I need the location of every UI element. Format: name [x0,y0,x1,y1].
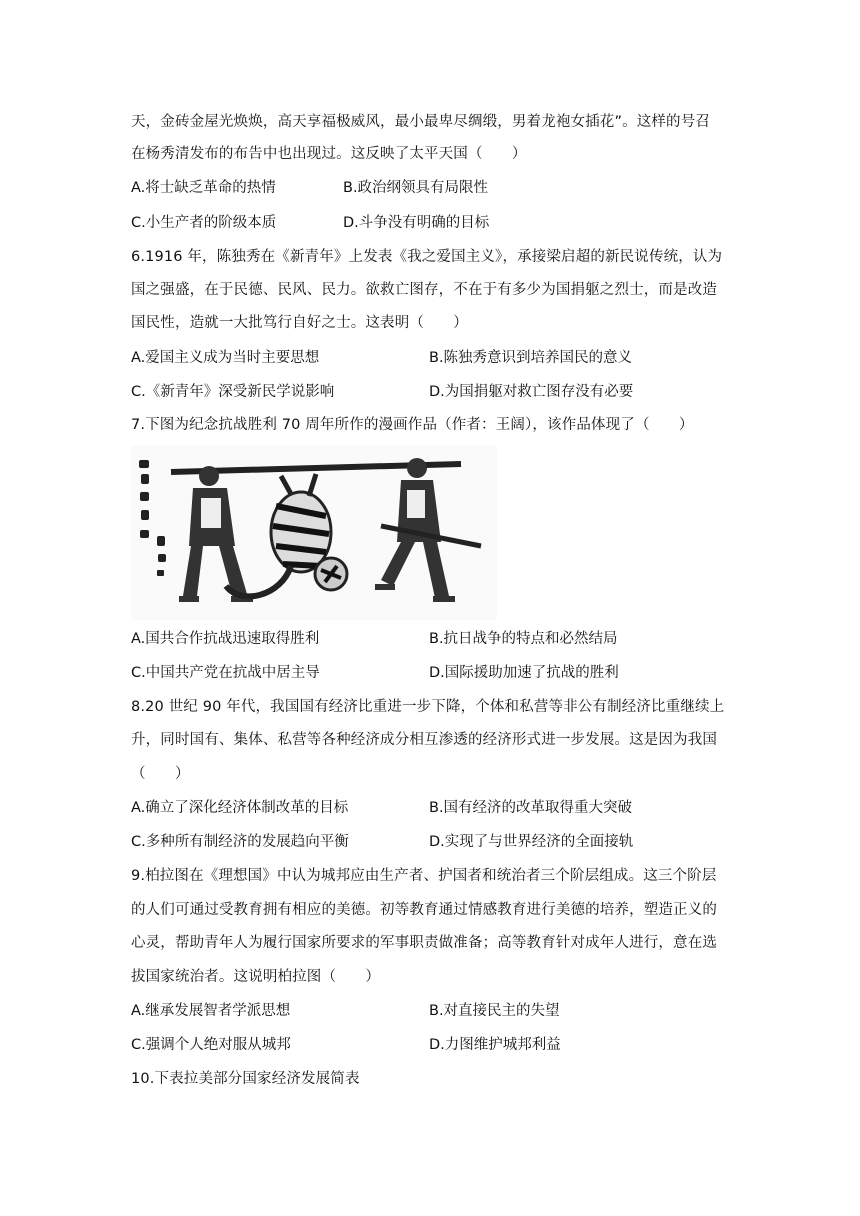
q8-line-2: 升，同时国有、集体、私营等各种经济成分相互渗透的经济形式进一步发展。这是因为我国 [131,732,717,748]
q7-option-d: D.国际援助加速了抗战的胜利 [429,665,619,681]
q6-option-c: C.《新青年》深受新民学说影响 [131,384,335,400]
q8-line-3: （ ） [131,766,190,782]
q9-line-1: 9.柏拉图在《理想国》中认为城邦应由生产者、护国者和统治者三个阶层组成。这三个阶层 [131,868,717,884]
soldier-left [179,466,253,602]
q5-line-2: 在杨秀清发布的布告中也出现过。这反映了太平天国（ ） [131,146,527,162]
q5-option-a: A.将士缺乏革命的热情 [131,180,276,196]
q9-line-2: 的人们可通过受教育拥有相应的美德。初等教育通过情感教育进行美德的培养，塑造正义的 [131,902,717,918]
q8-option-d: D.实现了与世界经济的全面接轨 [429,834,634,850]
q10-line-1: 10.下表拉美部分国家经济发展简表 [131,1071,360,1087]
q8-option-b: B.国有经济的改革取得重大突破 [429,800,633,816]
tiger-figure [226,474,347,596]
q5-option-b: B.政治纲领具有局限性 [343,180,489,196]
q9-option-d: D.力图维护城邦利益 [429,1037,561,1053]
q8-option-c: C.多种所有制经济的发展趋向平衡 [131,834,349,850]
cartoon-image [131,446,497,620]
q5-option-c: C.小生产者的阶级本质 [131,215,277,231]
q6-line-1: 6.1916 年，陈独秀在《新青年》上发表《我之爱国主义》，承接梁启超的新民说传统，认为 [131,249,723,265]
q6-line-2: 国之强盛，在于民德、民风、民力。欲救亡图存，不在于有多少为国捐躯之烈士，而是改造 [131,282,717,298]
q9-line-3: 心灵，帮助青年人为履行国家所要求的军事职责做准备；高等教育针对成年人进行，意在选 [131,935,717,951]
q6-option-b: B.陈独秀意识到培养国民的意义 [429,350,633,366]
q9-option-c: C.强调个人绝对服从城邦 [131,1037,291,1053]
q8-line-1: 8.20 世纪 90 年代，我国国有经济比重进一步下降，个体和私营等非公有制经济比重继续上 [131,699,725,715]
q5-option-d: D.斗争没有明确的目标 [343,215,490,231]
q7-line-1: 7.下图为纪念抗战胜利 70 周年所作的漫画作品（作者：王阔），该作品体现了（ ） [131,417,694,433]
q6-line-3: 国民性，造就一大批笃行自好之士。这表明（ ） [131,315,468,331]
q7-option-a: A.国共合作抗战迅速取得胜利 [131,631,320,647]
q9-option-b: B.对直接民主的失望 [429,1003,560,1019]
calligraphy-marks [139,460,166,576]
q8-option-a: A.确立了深化经济体制改革的目标 [131,800,349,816]
soldier-right [375,458,481,602]
q9-option-a: A.继承发展智者学派思想 [131,1003,291,1019]
q6-option-d: D.为国捐躯对救亡图存没有必要 [429,384,634,400]
q7-option-c: C.中国共产党在抗战中居主导 [131,665,320,681]
q9-line-4: 拔国家统治者。这说明柏拉图（ ） [131,969,381,985]
q5-line-1: 天，金砖金屋光焕焕，高天享福极威风，最小最卑尽绸缎，男着龙袍女插花”。这样的号召 [131,114,711,130]
q6-option-a: A.爱国主义成为当时主要思想 [131,350,320,366]
q7-option-b: B.抗日战争的特点和必然结局 [429,631,618,647]
